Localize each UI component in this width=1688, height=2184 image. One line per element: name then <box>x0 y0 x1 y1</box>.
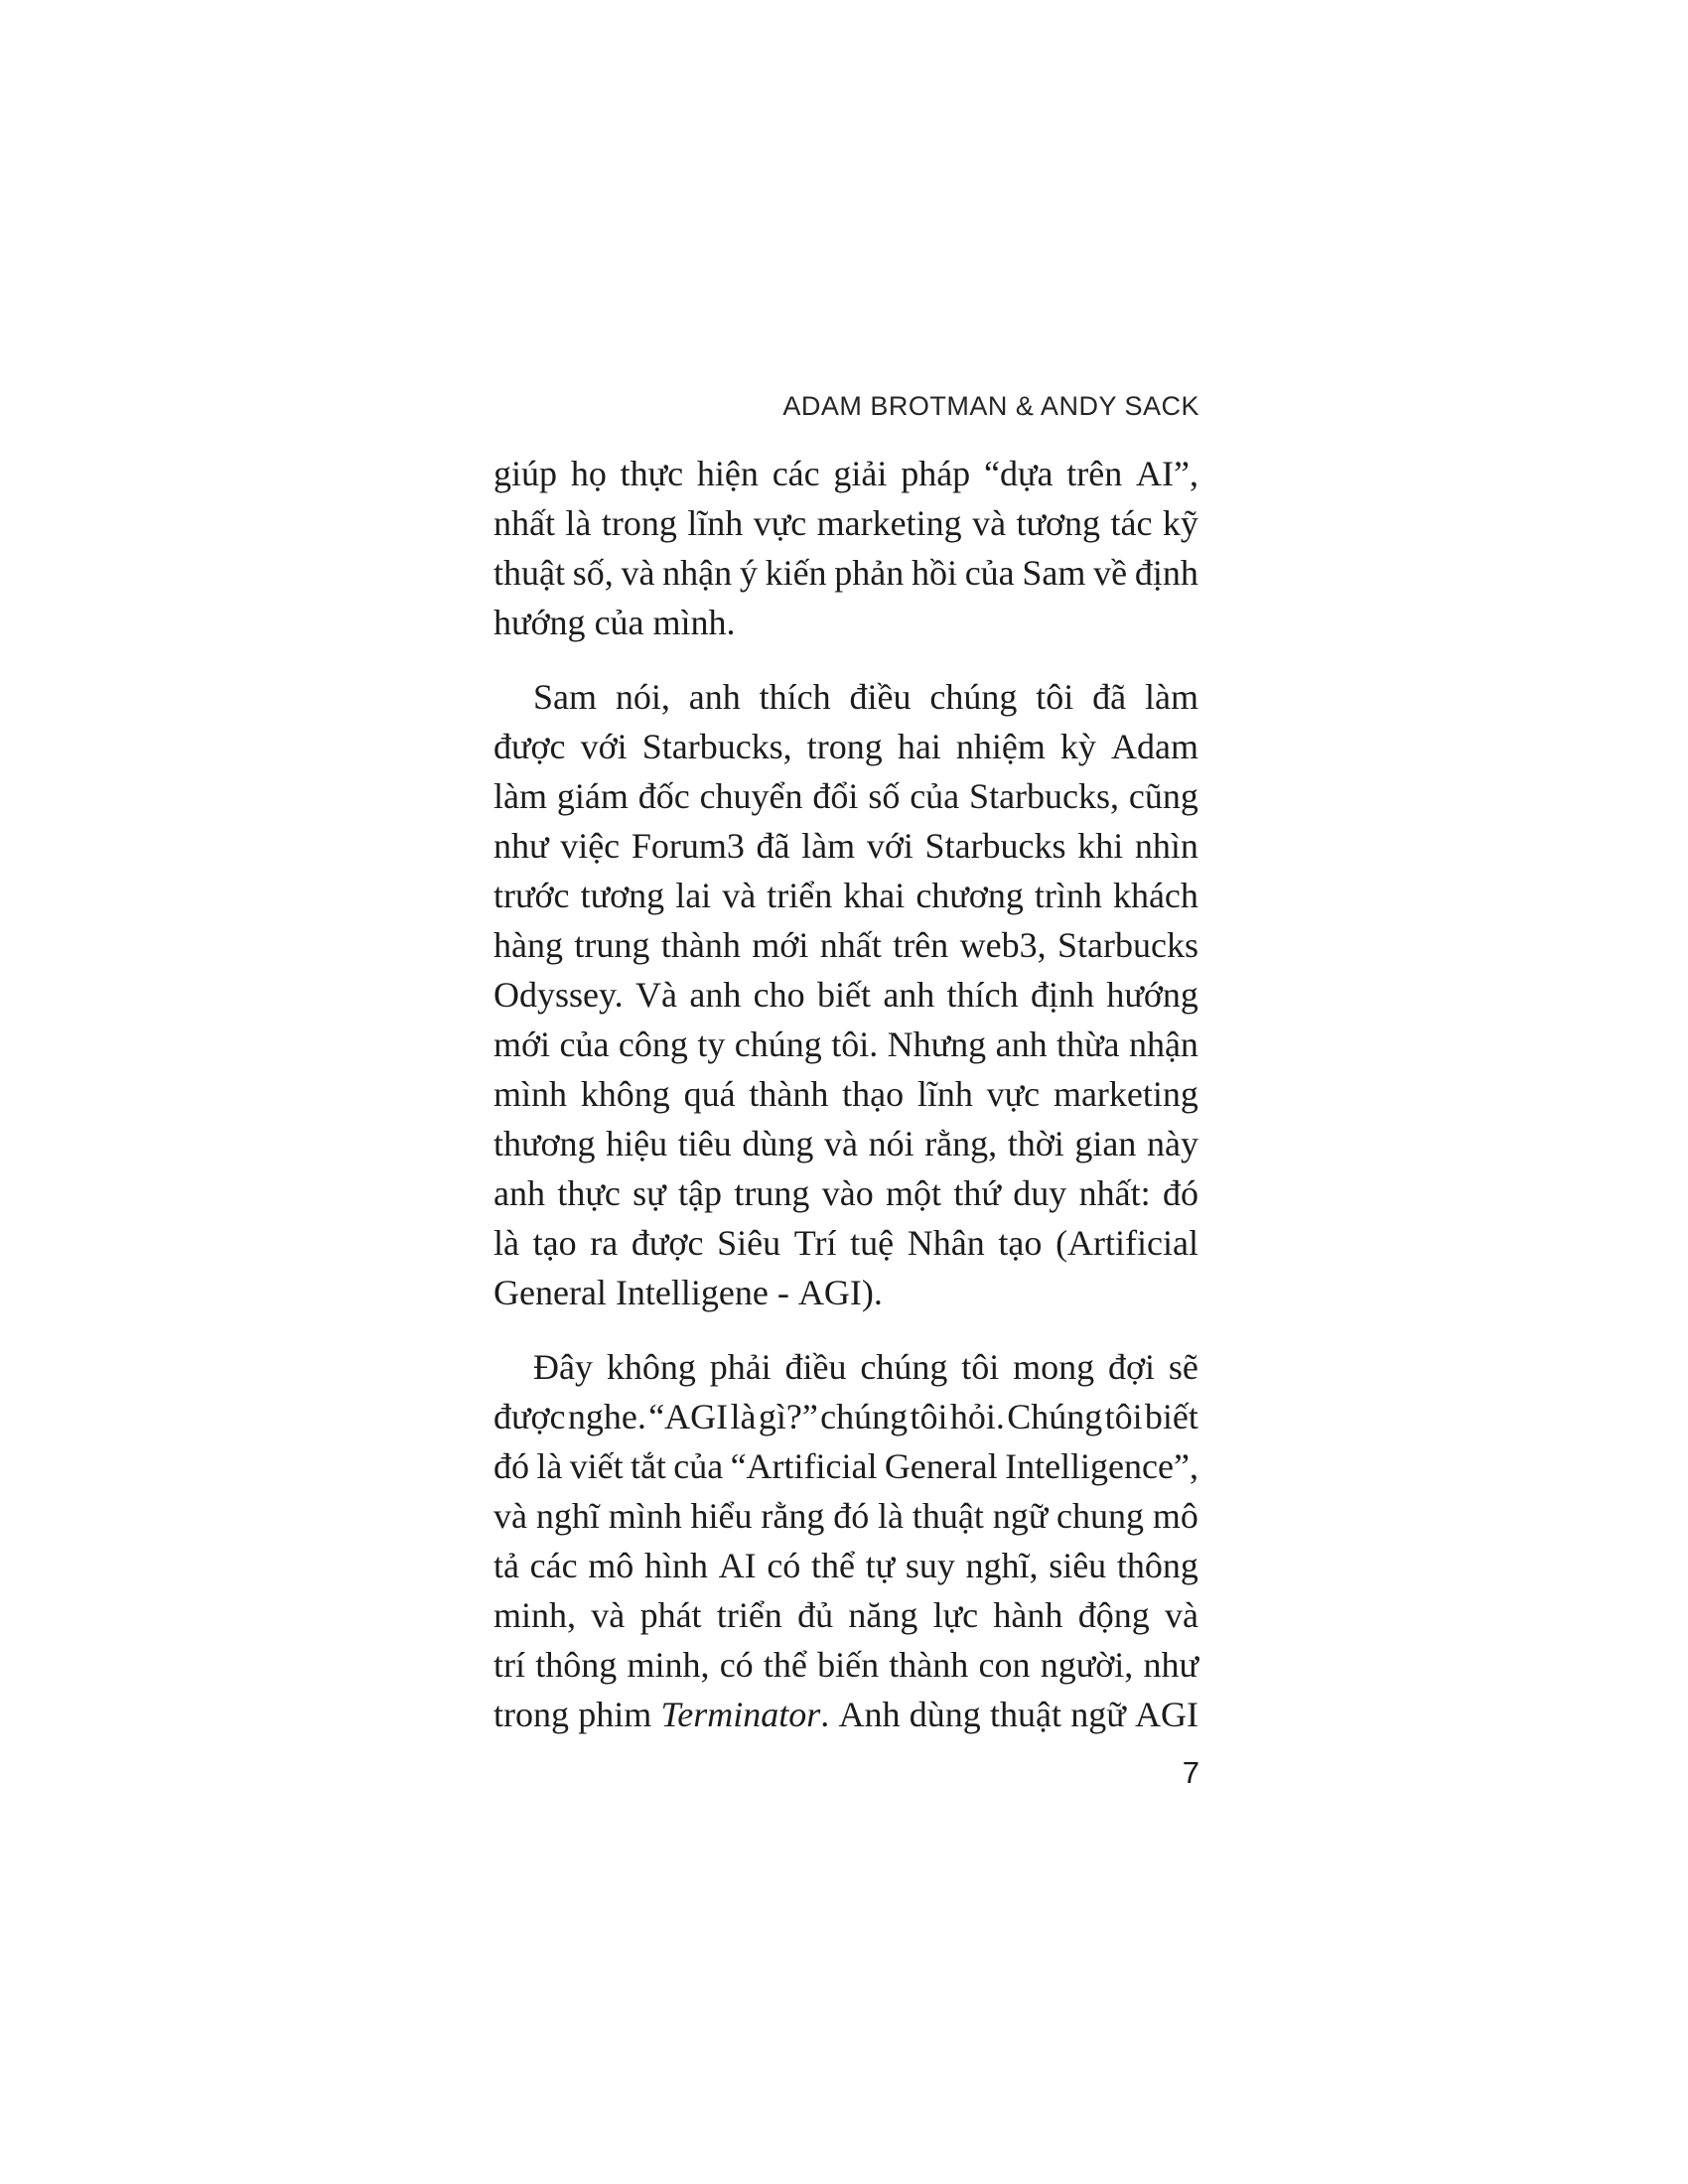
text-line: trước tương lai và triển khai chương trình khách <box>493 876 1198 915</box>
text-line: mới của công ty chúng tôi. Nhưng anh thừa nhận <box>493 1024 1198 1064</box>
running-header-authors: ADAM BROTMAN & ANDY SACK <box>782 391 1199 421</box>
text-line: giúp họ thực hiện các giải pháp “dựa trên AI”, <box>493 454 1198 493</box>
paragraph <box>493 1342 1198 1739</box>
text-line: Sam nói, anh thích điều chúng tôi đã làm <box>533 677 1198 717</box>
text-line: trong phim Terminator. Anh dùng thuật ngữ AGI <box>493 1695 1198 1734</box>
text-line: Odyssey. Và anh cho biết anh thích định hướng <box>493 975 1198 1015</box>
text-line: Đây không phải điều chúng tôi mong đợi sẽ <box>533 1347 1198 1387</box>
text-line: được với Starbucks, trong hai nhiệm kỳ Adam <box>493 727 1198 766</box>
text-line: thuật số, và nhận ý kiến phản hồi của Sam về định <box>493 553 1198 593</box>
text-line: được nghe. “AGI là gì?” chúng tôi hỏi. Chúng tôi biết <box>493 1397 1198 1436</box>
text-line: tả các mô hình AI có thể tự suy nghĩ, siêu thông <box>493 1546 1198 1585</box>
text-line: mình không quá thành thạo lĩnh vực marketing <box>493 1074 1198 1114</box>
text-line: anh thực sự tập trung vào một thứ duy nhất: đó <box>493 1173 1198 1213</box>
text-line: và nghĩ mình hiểu rằng đó là thuật ngữ chung mô <box>493 1496 1198 1536</box>
text-line: minh, và phát triển đủ năng lực hành động và <box>493 1595 1198 1635</box>
text-line: là tạo ra được Siêu Trí tuệ Nhân tạo (Artificial <box>493 1223 1198 1263</box>
body-text <box>493 449 1198 1764</box>
text-line: trí thông minh, có thể biến thành con người, như <box>493 1645 1198 1685</box>
text-line: thương hiệu tiêu dùng và nói rằng, thời gian này <box>493 1124 1198 1163</box>
text-line: như việc Forum3 đã làm với Starbucks khi nhìn <box>493 826 1198 866</box>
text-line: hướng của mình. <box>493 603 736 642</box>
text-line: đó là viết tắt của “Artificial General Intelligence”, <box>493 1446 1198 1486</box>
paragraph <box>493 449 1198 647</box>
text-line: General Intelligene - AGI). <box>493 1273 883 1312</box>
page-number: 7 <box>1182 1755 1199 1790</box>
text-line: làm giám đốc chuyển đổi số của Starbucks, cũng <box>493 776 1198 816</box>
text-line: nhất là trong lĩnh vực marketing và tương tác kỹ <box>493 503 1198 543</box>
text-line: hàng trung thành mới nhất trên web3, Starbucks <box>493 925 1198 965</box>
paragraph <box>493 672 1198 1317</box>
